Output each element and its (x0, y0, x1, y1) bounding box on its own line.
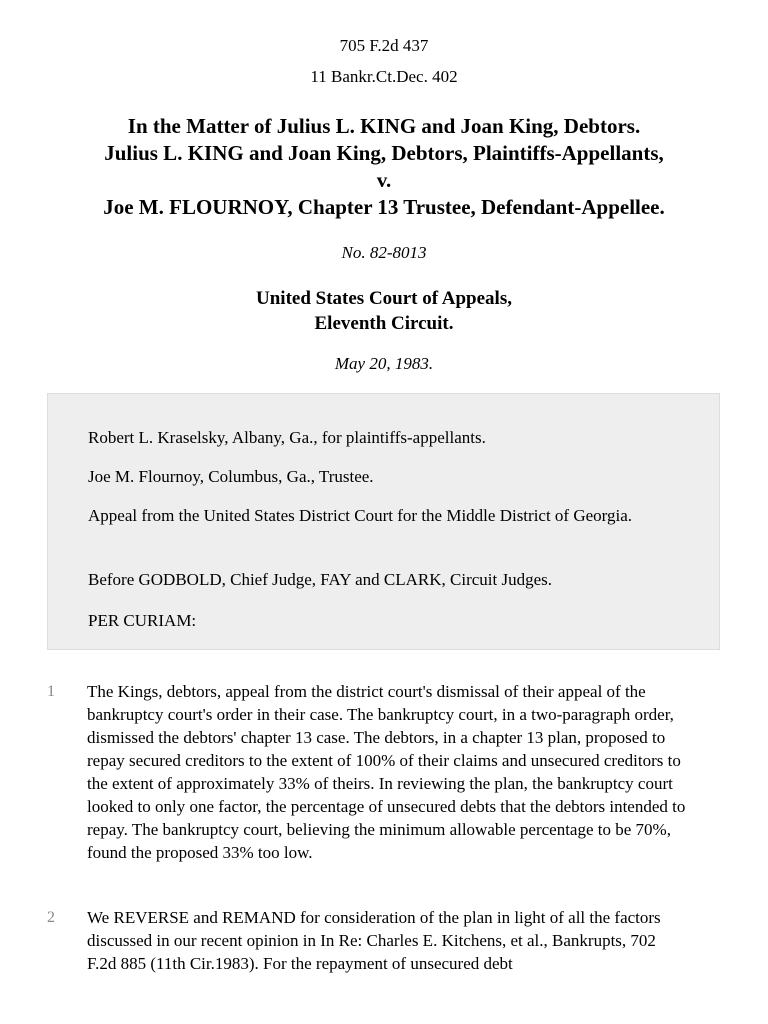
reporter-citation: 705 F.2d 437 (339, 36, 429, 55)
panel: Before GODBOLD, Chief Judge, FAY and CLARK, Circuit Judges. (88, 570, 552, 589)
decision-date: May 20, 1983. (334, 354, 434, 373)
bankr-citation: 11 Bankr.Ct.Dec. 402 (310, 67, 458, 86)
per-curiam: PER CURIAM: (88, 611, 197, 630)
paragraph-text: The Kings, debtors, appeal from the district court's dismissal of their appeal of the bankruptcy court's order in their case. The bankruptcy court, in a two-paragraph order, dismissed the debtors' chapter 13 case. The debtors, in a chapter 13 plan, proposed to repay secured creditors to the extent of 100% of their claims and unsecured creditors to the extent of approximately 33% of theirs. In reviewing the plan, the bankruptcy court looked to only one factor, the percentage of unsecured debts that the debtors intended to repay. The bankruptcy court, believing the minimum allowable percentage to be 70%, found the proposed 33% too low. (87, 682, 686, 862)
paragraph-number: 2 (47, 909, 55, 926)
court-line-1: United States Court of Appeals, (256, 288, 512, 309)
appeal-from: Appeal from the United States District Court for the Middle District of Georgia. (88, 506, 633, 525)
court-line-2: Eleventh Circuit. (314, 313, 454, 334)
prelims-box (47, 393, 720, 650)
docket-number: No. 82-8013 (341, 243, 427, 262)
court-name (0, 286, 768, 336)
case-caption (0, 113, 768, 221)
caption-line-3: v. (376, 168, 392, 192)
caption-line-2: Julius L. KING and Joan King, Debtors, Plaintiffs-Appellants, (104, 141, 664, 165)
paragraph-number: 1 (47, 683, 55, 700)
paragraph-text: We REVERSE and REMAND for consideration of the plan in light of all the factors discussed in our recent opinion in In Re: Charles E. Kitchens, et al., Bankrupts, 702 F.2d 885 (11th Cir.1983). For the repayment of unsecured debt (87, 908, 661, 973)
caption-line-4: Joe M. FLOURNOY, Chapter 13 Trustee, Defendant-Appellee. (103, 195, 665, 219)
counsel-trustee: Joe M. Flournoy, Columbus, Ga., Trustee. (88, 467, 374, 486)
caption-line-1: In the Matter of Julius L. KING and Joan King, Debtors. (127, 114, 641, 138)
counsel-appellants: Robert L. Kraselsky, Albany, Ga., for plaintiffs-appellants. (88, 428, 486, 447)
